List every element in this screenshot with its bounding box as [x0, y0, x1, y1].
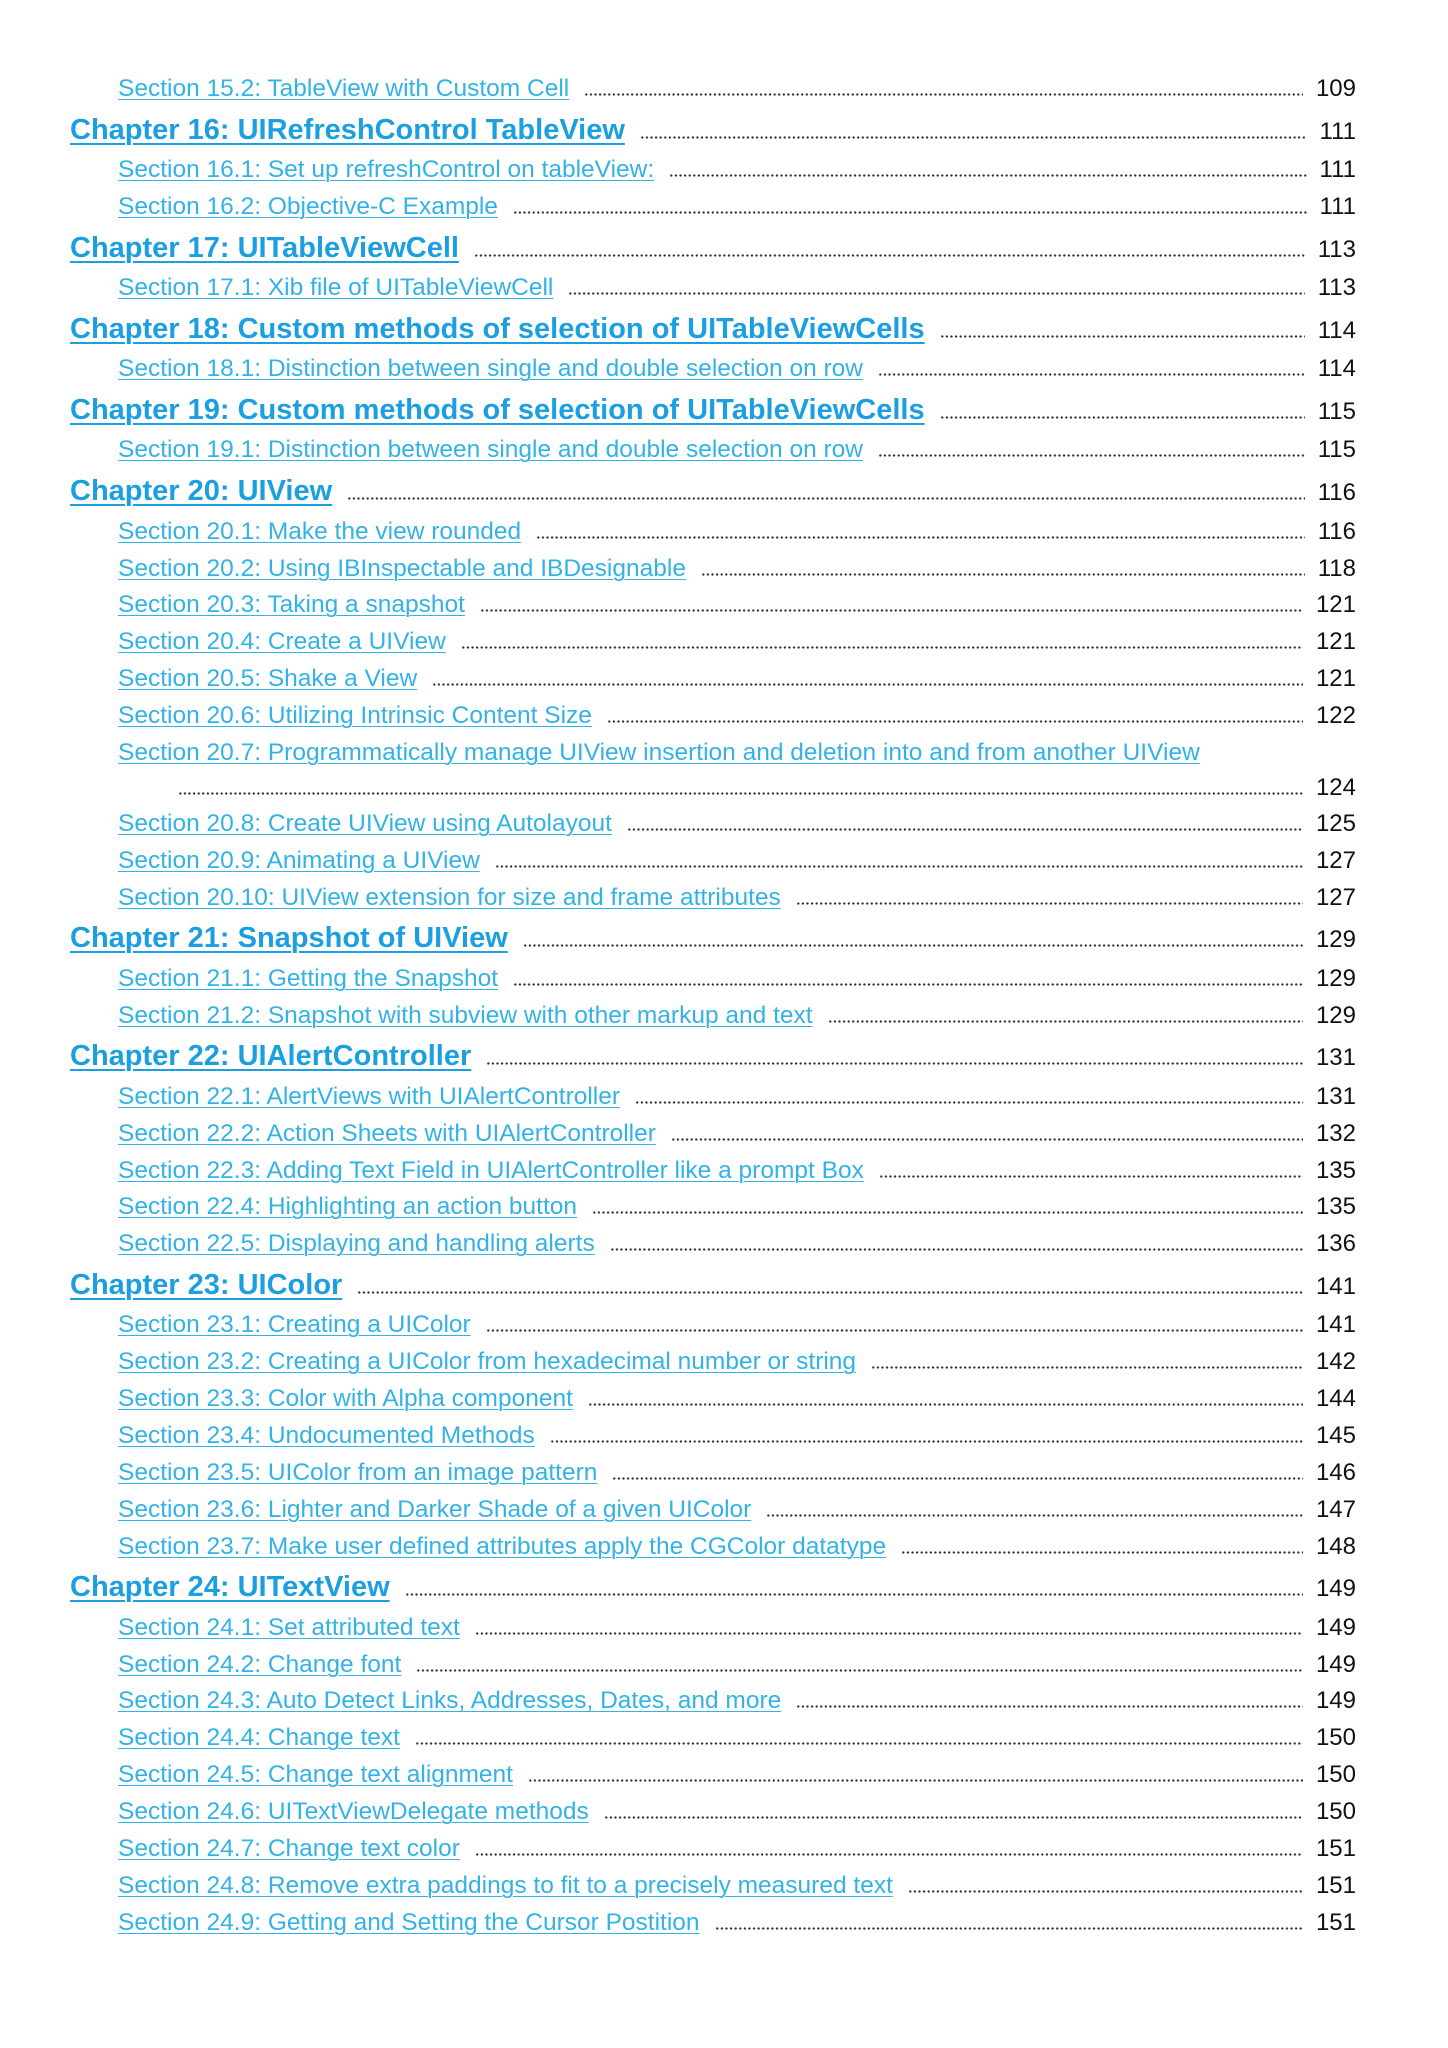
- section-link[interactable]: Section 22.5: Displaying and handling alerts: [118, 1230, 595, 1258]
- page-number: 113: [1317, 235, 1356, 263]
- chapter-group: [0, 1565, 1448, 1941]
- dot-leader: [940, 335, 1305, 338]
- section-link[interactable]: Section 16.1: Set up refreshControl on tableView:: [118, 156, 655, 184]
- toc-section-entry[interactable]: [0, 514, 1448, 551]
- section-link[interactable]: Section 23.3: Color with Alpha component: [118, 1385, 573, 1413]
- dot-leader: [878, 373, 1305, 376]
- toc-section-entry[interactable]: [0, 1868, 1448, 1905]
- dot-leader: [432, 683, 1303, 686]
- chapter-link[interactable]: Chapter 20: UIView: [70, 475, 333, 508]
- dot-leader: [513, 211, 1307, 214]
- chapter-group: [0, 307, 1448, 388]
- toc-section-entry[interactable]: [0, 152, 1448, 189]
- toc-section-entry[interactable]: [0, 661, 1448, 698]
- section-link[interactable]: Section 20.4: Create a UIView: [118, 628, 446, 656]
- section-link[interactable]: Section 20.6: Utilizing Intrinsic Content Size: [118, 701, 592, 729]
- page-number: 146: [1315, 1458, 1356, 1486]
- toc-section-entry[interactable]: [0, 1794, 1448, 1831]
- page-number: 127: [1315, 883, 1356, 911]
- page-number: 151: [1315, 1871, 1356, 1899]
- page-number: 121: [1315, 591, 1356, 619]
- section-link[interactable]: Section 18.1: Distinction between single and double selection on row: [118, 355, 864, 383]
- toc-section-entry[interactable]: [0, 1079, 1448, 1116]
- page-number: 151: [1315, 1908, 1356, 1936]
- toc-section-entry[interactable]: [0, 1455, 1448, 1492]
- dot-leader: [908, 1890, 1303, 1893]
- section-link[interactable]: Section 23.6: Lighter and Darker Shade of a given UIColor: [118, 1495, 752, 1523]
- toc-section-entry[interactable]: [0, 1529, 1448, 1566]
- toc-section-entry[interactable]: [0, 998, 1448, 1035]
- section-link[interactable]: Section 23.2: Creating a UIColor from hexadecimal number or string: [118, 1348, 857, 1376]
- chapter-link[interactable]: Chapter 19: Custom methods of selection of UITableViewCells: [70, 394, 925, 427]
- toc-section-entry[interactable]: [0, 1226, 1448, 1263]
- toc-section-entry[interactable]: [0, 432, 1448, 469]
- dot-leader: [550, 1440, 1303, 1443]
- toc-section-entry[interactable]: [0, 351, 1448, 388]
- dot-leader: [879, 1175, 1303, 1178]
- dot-leader: [347, 497, 1305, 500]
- page-number: 125: [1315, 809, 1356, 837]
- page-number: 148: [1315, 1532, 1356, 1560]
- section-link[interactable]: Section 24.5: Change text alignment: [118, 1761, 513, 1789]
- chapter-group: [0, 388, 1448, 469]
- chapter-link[interactable]: Chapter 16: UIRefreshControl TableView: [70, 113, 625, 146]
- toc-chapter-entry[interactable]: [0, 307, 1448, 351]
- toc-section-entry[interactable]: [0, 1307, 1448, 1344]
- dot-leader: [461, 646, 1303, 649]
- chapter-link[interactable]: Chapter 22: UIAlertController: [70, 1040, 472, 1073]
- dot-leader: [415, 1742, 1303, 1745]
- toc-section-entry[interactable]: [0, 1905, 1448, 1942]
- toc-section-entry[interactable]: [0, 1831, 1448, 1868]
- section-link[interactable]: Section 23.4: Undocumented Methods: [118, 1421, 535, 1449]
- page-number: 149: [1315, 1575, 1356, 1603]
- dot-leader: [486, 1062, 1303, 1065]
- page-number: 144: [1315, 1385, 1356, 1413]
- dot-leader: [796, 902, 1303, 905]
- section-link[interactable]: Section 20.9: Animating a UIView: [118, 846, 480, 874]
- page-number: 135: [1315, 1193, 1356, 1221]
- section-link[interactable]: Section 24.9: Getting and Setting the Cursor Postition: [118, 1908, 700, 1936]
- section-link[interactable]: Section 20.10: UIView extension for size and frame attributes: [118, 883, 781, 911]
- dot-leader: [592, 1211, 1303, 1214]
- dot-leader: [486, 1329, 1303, 1332]
- page-number: 145: [1315, 1421, 1356, 1449]
- page-number: 116: [1317, 479, 1356, 507]
- page-number: 127: [1315, 846, 1356, 874]
- section-link[interactable]: Section 23.5: UIColor from an image pattern: [118, 1458, 598, 1486]
- section-link[interactable]: Section 15.2: TableView with Custom Cell: [118, 75, 570, 102]
- dot-leader: [474, 254, 1305, 257]
- toc-section-entry[interactable]: [0, 71, 1448, 108]
- section-link[interactable]: Section 24.6: UITextViewDelegate methods: [118, 1797, 589, 1825]
- dot-leader: [669, 174, 1306, 177]
- page-number: 149: [1315, 1613, 1356, 1641]
- page-number: 129: [1315, 964, 1356, 992]
- dot-leader: [607, 720, 1303, 723]
- toc-chapter-entry[interactable]: [0, 469, 1448, 513]
- dot-leader: [828, 1020, 1303, 1023]
- page-number: 149: [1315, 1687, 1356, 1715]
- toc-section-entry[interactable]: [0, 961, 1448, 998]
- toc-chapter-entry[interactable]: [0, 1263, 1448, 1307]
- chapter-link[interactable]: Chapter 18: Custom methods of selection of UITableViewCells: [70, 313, 925, 346]
- dot-leader: [640, 136, 1307, 139]
- dot-leader: [584, 93, 1303, 96]
- dot-leader: [495, 865, 1303, 868]
- dot-leader: [940, 416, 1305, 419]
- toc-section-entry[interactable]: [0, 1757, 1448, 1794]
- dot-leader: [610, 1248, 1303, 1251]
- section-link[interactable]: Section 22.4: Highlighting an action button: [118, 1193, 578, 1221]
- page-number: 131: [1315, 1044, 1356, 1072]
- toc-section-entry[interactable]: [0, 1418, 1448, 1455]
- dot-leader: [901, 1551, 1303, 1554]
- section-link[interactable]: Section 20.3: Taking a snapshot: [118, 591, 465, 619]
- toc-section-entry[interactable]: [0, 698, 1448, 735]
- page-number: 150: [1315, 1724, 1356, 1752]
- toc-section-entry[interactable]: [0, 1647, 1448, 1684]
- toc-chapter-entry[interactable]: [0, 226, 1448, 270]
- chapter-link[interactable]: Chapter 21: Snapshot of UIView: [70, 922, 508, 955]
- section-link[interactable]: Section 22.2: Action Sheets with UIAlertController: [118, 1119, 656, 1147]
- page-number: 129: [1315, 1001, 1356, 1029]
- section-link[interactable]: Section 24.3: Auto Detect Links, Addresses, Dates, and more: [118, 1687, 782, 1715]
- page-number: 118: [1317, 554, 1356, 582]
- chapter-group: [0, 1263, 1448, 1565]
- dot-leader: [878, 454, 1305, 457]
- page-number: 147: [1315, 1495, 1356, 1523]
- page-number: 111: [1319, 193, 1356, 221]
- toc-section-entry[interactable]: [0, 843, 1448, 880]
- toc-section-entry[interactable]: [0, 806, 1448, 843]
- section-link[interactable]: Section 22.3: Adding Text Field in UIAlertController like a prompt Box: [118, 1156, 864, 1184]
- page-number: 136: [1315, 1230, 1356, 1258]
- section-link[interactable]: Section 23.7: Make user defined attributes apply the CGColor datatype: [118, 1532, 887, 1560]
- chapter-link[interactable]: Chapter 23: UIColor: [70, 1269, 343, 1302]
- section-link[interactable]: Section 20.5: Shake a View: [118, 665, 418, 693]
- section-link[interactable]: Section 19.1: Distinction between single and double selection on row: [118, 436, 864, 464]
- page-number: 150: [1315, 1761, 1356, 1789]
- page-number: 122: [1315, 701, 1356, 729]
- section-link[interactable]: Section 22.1: AlertViews with UIAlertController: [118, 1082, 621, 1110]
- toc-chapter-entry[interactable]: [0, 388, 1448, 432]
- dot-leader: [568, 292, 1304, 295]
- toc-section-entry[interactable]: [0, 1492, 1448, 1529]
- section-link[interactable]: Section 24.7: Change text color: [118, 1834, 460, 1862]
- toc-section-entry[interactable]: [0, 1381, 1448, 1418]
- toc-section-entry[interactable]: [0, 1189, 1448, 1226]
- dot-leader: [701, 573, 1305, 576]
- toc-section-entry[interactable]: [0, 624, 1448, 661]
- chapter-group: [0, 469, 1448, 916]
- page-number: 121: [1315, 665, 1356, 693]
- toc-section-entry[interactable]: [0, 1683, 1448, 1720]
- section-link[interactable]: Section 24.1: Set attributed text: [118, 1613, 460, 1641]
- page-number: 115: [1317, 398, 1356, 426]
- dot-leader: [604, 1816, 1303, 1819]
- page-number: 109: [1315, 75, 1356, 102]
- section-link[interactable]: Section 21.1: Getting the Snapshot: [118, 964, 499, 992]
- page-number: 141: [1315, 1273, 1356, 1301]
- toc-section-entry[interactable]: [0, 189, 1448, 226]
- section-link[interactable]: Section 17.1: Xib file of UITableViewCell: [118, 274, 554, 302]
- dot-leader: [523, 944, 1303, 947]
- dot-leader: [715, 1927, 1303, 1930]
- section-link[interactable]: Section 16.2: Objective-C Example: [118, 193, 498, 221]
- page-number: 150: [1315, 1797, 1356, 1825]
- page-number: 111: [1319, 156, 1356, 184]
- toc-section-entry[interactable]: [0, 551, 1448, 588]
- page-number: 149: [1315, 1650, 1356, 1678]
- chapter-group: [0, 916, 1448, 1034]
- dot-leader: [405, 1593, 1303, 1596]
- toc-chapter-entry[interactable]: [0, 916, 1448, 960]
- dot-leader: [178, 792, 1303, 795]
- page-number: 114: [1317, 317, 1356, 345]
- page-number: 121: [1315, 628, 1356, 656]
- page-number: 113: [1317, 274, 1356, 302]
- dot-leader: [612, 1477, 1303, 1480]
- section-link[interactable]: Section 24.4: Change text: [118, 1724, 400, 1752]
- page-number: 135: [1315, 1156, 1356, 1184]
- dot-leader: [871, 1366, 1303, 1369]
- page-number: 111: [1319, 117, 1356, 145]
- toc-section-entry[interactable]: [0, 1153, 1448, 1190]
- toc-chapter-entry[interactable]: [0, 1565, 1448, 1609]
- dot-leader: [416, 1669, 1303, 1672]
- dot-leader: [588, 1403, 1303, 1406]
- table-of-contents: [0, 71, 1448, 1941]
- dot-leader: [475, 1632, 1303, 1635]
- continued-sections: [0, 71, 1448, 108]
- section-link[interactable]: Section 20.7: Programmatically manage UIView insertion and deletion into and from another UIView: [118, 738, 1200, 766]
- section-link[interactable]: Section 20.8: Create UIView using Autolayout: [118, 809, 612, 837]
- section-link[interactable]: Section 20.2: Using IBInspectable and IBDesignable: [118, 554, 686, 582]
- dot-leader: [671, 1138, 1303, 1141]
- toc-chapter-entry[interactable]: [0, 1034, 1448, 1078]
- page-number: 115: [1317, 436, 1356, 464]
- page-number: 151: [1315, 1834, 1356, 1862]
- dot-leader: [766, 1514, 1303, 1517]
- chapter-group: [0, 108, 1448, 226]
- chapter-link[interactable]: Chapter 17: UITableViewCell: [70, 231, 459, 264]
- page-number: 124: [1315, 774, 1356, 802]
- page-number: 114: [1317, 355, 1356, 383]
- leader-line: [118, 770, 1356, 806]
- section-link[interactable]: Section 21.2: Snapshot with subview with other markup and text: [118, 1001, 813, 1029]
- toc-section-entry[interactable]: [0, 587, 1448, 624]
- toc-section-entry[interactable]: [0, 880, 1448, 917]
- page-number: 116: [1317, 517, 1356, 545]
- dot-leader: [513, 983, 1303, 986]
- dot-leader: [796, 1705, 1303, 1708]
- section-link[interactable]: Section 20.1: Make the view rounded: [118, 517, 522, 545]
- dot-leader: [635, 1101, 1303, 1104]
- toc-section-entry[interactable]: [0, 1344, 1448, 1381]
- toc-section-entry[interactable]: [0, 1116, 1448, 1153]
- chapter-group: [0, 1034, 1448, 1263]
- chapter-link[interactable]: Chapter 24: UITextView: [70, 1571, 390, 1604]
- dot-leader: [475, 1853, 1303, 1856]
- toc-chapter-entry[interactable]: [0, 108, 1448, 152]
- dot-leader: [528, 1779, 1303, 1782]
- section-link[interactable]: Section 23.1: Creating a UIColor: [118, 1311, 471, 1339]
- page-number: 129: [1315, 926, 1356, 954]
- page-number: 132: [1315, 1119, 1356, 1147]
- page-number: 141: [1315, 1311, 1356, 1339]
- chapter-group: [0, 226, 1448, 307]
- dot-leader: [536, 536, 1305, 539]
- toc-section-entry[interactable]: [0, 1610, 1448, 1647]
- section-link[interactable]: Section 24.2: Change font: [118, 1650, 402, 1678]
- page-number: 142: [1315, 1348, 1356, 1376]
- dot-leader: [627, 828, 1303, 831]
- dot-leader: [357, 1291, 1303, 1294]
- page-number: 131: [1315, 1082, 1356, 1110]
- dot-leader: [480, 609, 1303, 612]
- toc-section-entry[interactable]: [0, 1720, 1448, 1757]
- toc-section-entry[interactable]: [0, 735, 1448, 806]
- toc-section-entry[interactable]: [0, 270, 1448, 307]
- section-link[interactable]: Section 24.8: Remove extra paddings to fit to a precisely measured text: [118, 1871, 893, 1899]
